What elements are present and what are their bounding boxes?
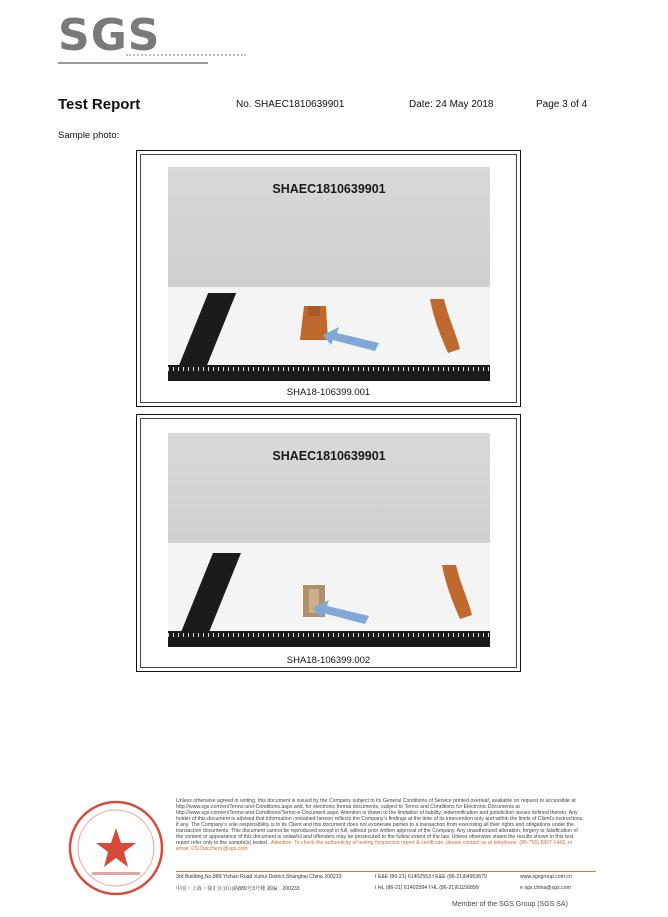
strap-piece-large	[436, 563, 476, 621]
footer-divider	[176, 871, 596, 872]
logo-rule	[58, 62, 208, 64]
sample-photo-1	[168, 167, 490, 381]
report-title: Test Report	[58, 96, 141, 113]
member-line: Member of the SGS Group (SGS SA)	[452, 901, 568, 908]
disclaimer-text: Unless otherwise agreed in writing, this document is issued by the Company subject to its General Conditions of Service printed overleaf, available on request or accessible at http://www.sgs.com/en/Terms-and-Conditions.aspx and, for electronic format documents, subject to Terms and Conditions for Electronic Documents at http://www.sgs.com/en/Terms-and-Conditions/Terms-e-Document.aspx. Attention is drawn to the limitation of liability, indemnification and jurisdiction issues defined therein. Any holder of this document is advised that information contained hereon reflects the Company's findings at the time of its intervention only and within the limits of Client's instructions, if any. The Company's sole responsibility is to its Client and this document does not exonerate parties to a transaction from exercising all their rights and obligations under the transaction documents. This document cannot be reproduced except in full, without prior written approval of the Company. Any unauthorized alteration, forgery or falsification of the content or appearance of this document is unlawful and offenders may be prosecuted to the fullest extent of the law. Unless otherwise stated the results shown in this test report refer only to the sample(s) tested .	[176, 798, 584, 846]
sample-photo-label: Sample photo:	[58, 130, 120, 141]
photo-ruler-horizontal	[168, 631, 490, 647]
address-cn: 中国・上海・徐汇区宜山路889号3号楼 邮编：200233	[176, 886, 300, 892]
footer-disclaimer	[176, 798, 584, 852]
email: e sgs.china@sgs.com	[520, 885, 571, 891]
blue-arrow	[311, 598, 371, 628]
photo-frame-2	[136, 414, 521, 672]
address-en: 3rd Building,No.889 Yishan Road Xuhui District,Shanghai China 200233	[176, 874, 342, 880]
photo-sample-id: SHAEC1810639901	[272, 182, 386, 196]
phone-en: t E&E (86-21) 61402553 f E&E (86-21)64953679	[375, 874, 487, 880]
sgs-logo	[58, 8, 193, 64]
photo-frame-1	[136, 150, 521, 407]
photo-ruler-horizontal	[168, 365, 490, 381]
photo-caption-2: SHA18-106399.002	[286, 655, 371, 666]
official-seal	[66, 798, 166, 898]
report-date: Date: 24 May 2018	[409, 99, 494, 110]
logo-text: SGS	[58, 10, 161, 61]
sample-photo-2	[168, 433, 490, 647]
photo-sample-id: SHAEC1810639901	[272, 449, 386, 463]
page-number: Page 3 of 4	[536, 99, 588, 110]
report-number: No. SHAEC1810639901	[236, 99, 345, 110]
logo-dotted-rule	[126, 54, 246, 56]
strap-piece-large	[424, 297, 464, 355]
authenticity-notice: Attention: To check the authenticity of testing /inspection report & certificate, please contact us at telephone: (86-755) 8307 1443, or email: CN.Doccheck@sgs.com	[176, 840, 573, 852]
website: www.sgsgroup.com.cn	[520, 874, 572, 880]
phone-cn: t HL (86-21) 61402594 f HL (86-21)61156899	[375, 885, 479, 891]
blue-arrow	[321, 325, 381, 355]
photo-caption-1: SHA18-106399.001	[286, 387, 371, 398]
